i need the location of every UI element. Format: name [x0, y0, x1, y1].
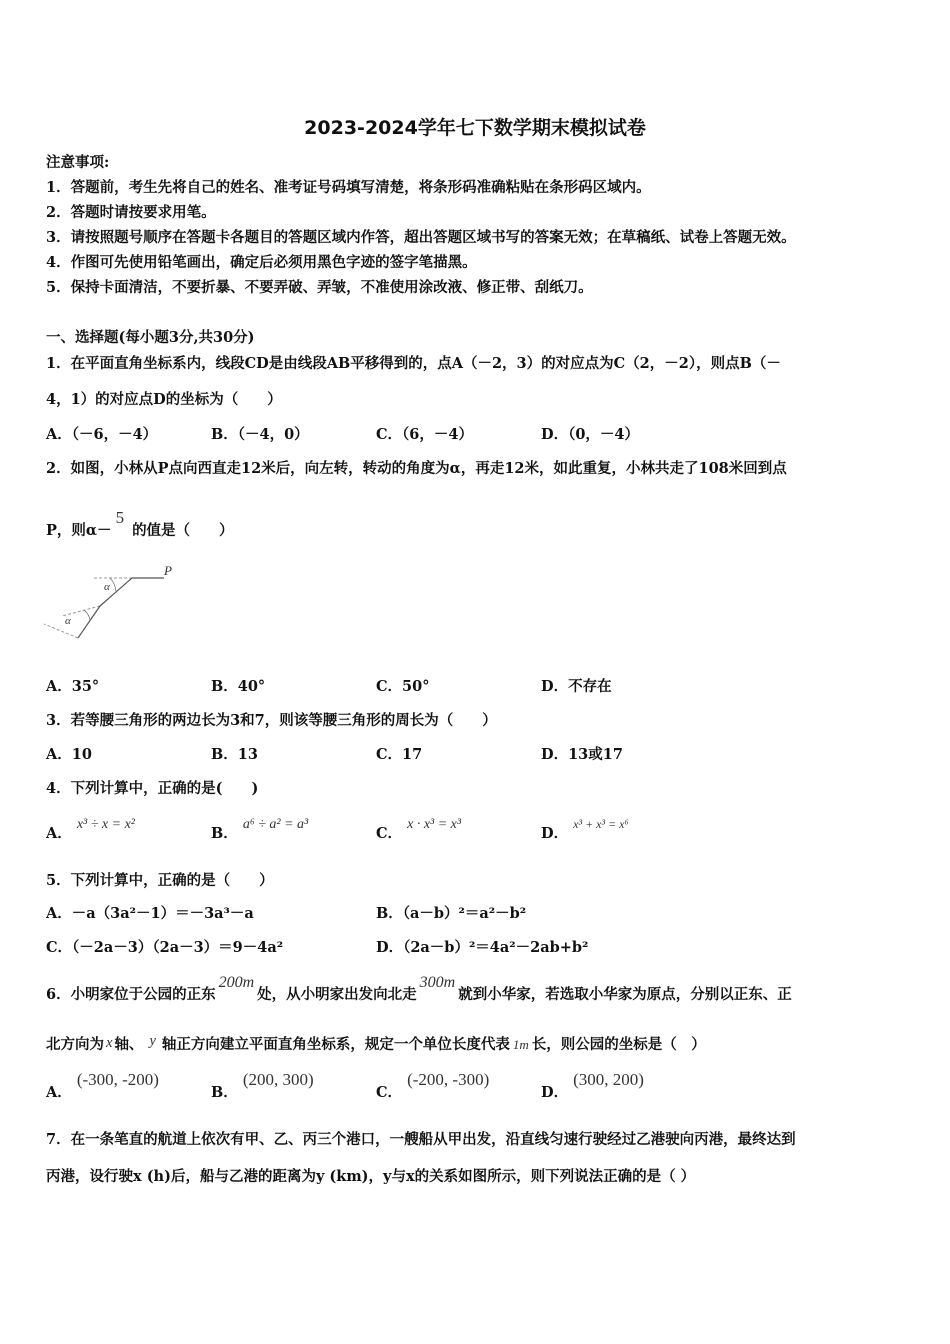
- q1-option-c: C．（6，－4）: [376, 426, 473, 443]
- option-label: C．: [376, 1084, 403, 1101]
- q6-option-c: [376, 1070, 490, 1102]
- option-expression: (-300, -200): [76, 1070, 159, 1089]
- q5-option-c: C．（－2a－3）（2a－3）＝9－4a²: [46, 939, 284, 956]
- q6-text: 长，则公园的坐标是（ ）: [531, 1036, 706, 1053]
- q5-stem: 5．下列计算中，正确的是（ ）: [46, 872, 274, 889]
- q2-path-figure: [44, 562, 184, 652]
- q2-stem-line2: [46, 508, 234, 540]
- q6-text: 轴、: [114, 1036, 144, 1053]
- q6-text: 6．小明家位于公园的正东: [46, 986, 216, 1003]
- q6-text: 就到小华家，若选取小华家为原点，分别以正东、正: [458, 986, 792, 1003]
- option-label: B．: [211, 1084, 238, 1101]
- option-expression: x³ + x³ = x⁶: [573, 817, 629, 831]
- q7-stem-line1: 7．在一条笔直的航道上依次有甲、乙、丙三个港口，一艘船从甲出发，沿直线匀速行驶经过乙港驶向丙港，最终达到: [46, 1131, 796, 1148]
- alpha-label: α: [65, 615, 71, 627]
- q2-stem-line1: 2．如图，小林从P点向西直走12米后，向左转，转动的角度为α，再走12米，如此重复，小林共走了108米回到点: [46, 460, 787, 477]
- q1-option-a: A．（－6，－4）: [46, 426, 158, 443]
- q2-five-symbol: 5: [115, 508, 125, 527]
- alpha-label: α: [104, 581, 110, 593]
- page-title: 2023-2024学年七下数学期末模拟试卷: [304, 117, 646, 139]
- option-expression: (300, 200): [573, 1070, 644, 1089]
- q2-option-b: B．40°: [211, 678, 266, 695]
- q1-stem-line2: 4，1）的对应点D的坐标为（ ）: [46, 391, 282, 408]
- q3-option-a: A．10: [46, 746, 92, 763]
- notice-item-4: 4．作图可先使用铅笔画出，确定后必须用黑色字迹的签字笔描黑。: [46, 254, 477, 271]
- q3-option-b: B．13: [211, 746, 258, 763]
- q6-option-a: [46, 1070, 159, 1102]
- q1-option-d: D．（0，－4）: [541, 426, 640, 443]
- q4-stem: 4．下列计算中，正确的是( ): [46, 780, 259, 797]
- q6-x-symbol: x: [106, 1035, 113, 1051]
- point-p-label: P: [164, 563, 172, 578]
- q3-option-d: D．13或17: [541, 746, 623, 763]
- notice-item-3: 3．请按照题号顺序在答题卡各题目的答题区域内作答，超出答题区域书写的答案无效；在草稿纸、试卷上答题无效。: [46, 229, 796, 246]
- q1-stem-line1: 1．在平面直角坐标系内，线段CD是由线段AB平移得到的，点A（－2，3）的对应点为C（2，－2），则点B（－: [46, 355, 781, 372]
- figure-extension: [44, 624, 78, 638]
- option-expression: a⁶ ÷ a² = a³: [242, 817, 309, 832]
- q1-option-b: B．（－4，0）: [211, 426, 309, 443]
- section-heading: 一、选择题(每小题3分,共30分): [46, 329, 255, 346]
- option-expression: (200, 300): [242, 1070, 314, 1089]
- option-label: B．: [211, 825, 238, 842]
- q6-text: 北方向为: [46, 1036, 104, 1053]
- q6-option-d: [541, 1070, 644, 1102]
- angle-arc: [110, 578, 116, 592]
- q6-distance-200m: 200m: [218, 974, 255, 991]
- q6-y-symbol: y: [149, 1033, 156, 1049]
- q2-stem-part1: P，则α－: [46, 522, 112, 539]
- q6-unit-1m: 1m: [512, 1037, 529, 1052]
- option-expression: x · x³ = x³: [407, 817, 462, 832]
- notice-heading: 注意事项:: [46, 154, 110, 171]
- q4-option-b: [211, 817, 309, 843]
- option-expression: (-200, -300): [407, 1070, 490, 1089]
- option-label: C．: [376, 825, 403, 842]
- option-label: A．: [46, 825, 72, 842]
- notice-item-5: 5．保持卡面清洁，不要折暴、不要弄破、弄皱，不准使用涂改液、修正带、刮纸刀。: [46, 279, 593, 296]
- q7-stem-line2: 丙港，设行驶x (h)后，船与乙港的距离为y (km)，y与x的关系如图所示，则下列说法正确的是（ ）: [46, 1168, 696, 1185]
- q6-option-b: [211, 1070, 314, 1102]
- notice-item-1: 1．答题前，考生先将自己的姓名、准考证号码填写清楚，将条形码准确粘贴在条形码区域内。: [46, 179, 651, 196]
- q2-option-a: A．35°: [46, 678, 100, 695]
- q5-option-d: D．（2a－b）²＝4a²－2ab+b²: [376, 939, 589, 956]
- option-expression: x³ ÷ x = x²: [76, 817, 135, 832]
- q3-stem: 3．若等腰三角形的两边长为3和7，则该等腰三角形的周长为（ ）: [46, 712, 497, 729]
- option-label: A．: [46, 1084, 72, 1101]
- q3-option-c: C．17: [376, 746, 423, 763]
- q2-stem-part2: 的值是（ ）: [132, 522, 234, 539]
- q5-option-a: A．－a（3a²－1）＝－3a³－a: [46, 905, 254, 922]
- q2-option-d: D．不存在: [541, 678, 612, 695]
- q4-option-c: [376, 817, 462, 843]
- angle-arc: [84, 610, 90, 620]
- notice-item-2: 2．答题时请按要求用笔。: [46, 204, 216, 221]
- figure-segment: [78, 606, 100, 638]
- option-label: D．: [541, 1084, 569, 1101]
- option-label: D．: [541, 825, 569, 842]
- q6-text: 处，从小明家出发向北走: [257, 986, 417, 1003]
- q6-text: 轴正方向建立平面直角坐标系，规定一个单位长度代表: [161, 1036, 510, 1053]
- q2-option-c: C．50°: [376, 678, 430, 695]
- q6-stem-line1: [46, 974, 792, 1004]
- q6-distance-300m: 300m: [419, 974, 456, 991]
- q4-option-d: [541, 817, 629, 843]
- q4-option-a: [46, 817, 135, 843]
- q6-stem-line2: [46, 1033, 706, 1054]
- q5-option-b: B．（a－b）²＝a²－b²: [376, 905, 527, 922]
